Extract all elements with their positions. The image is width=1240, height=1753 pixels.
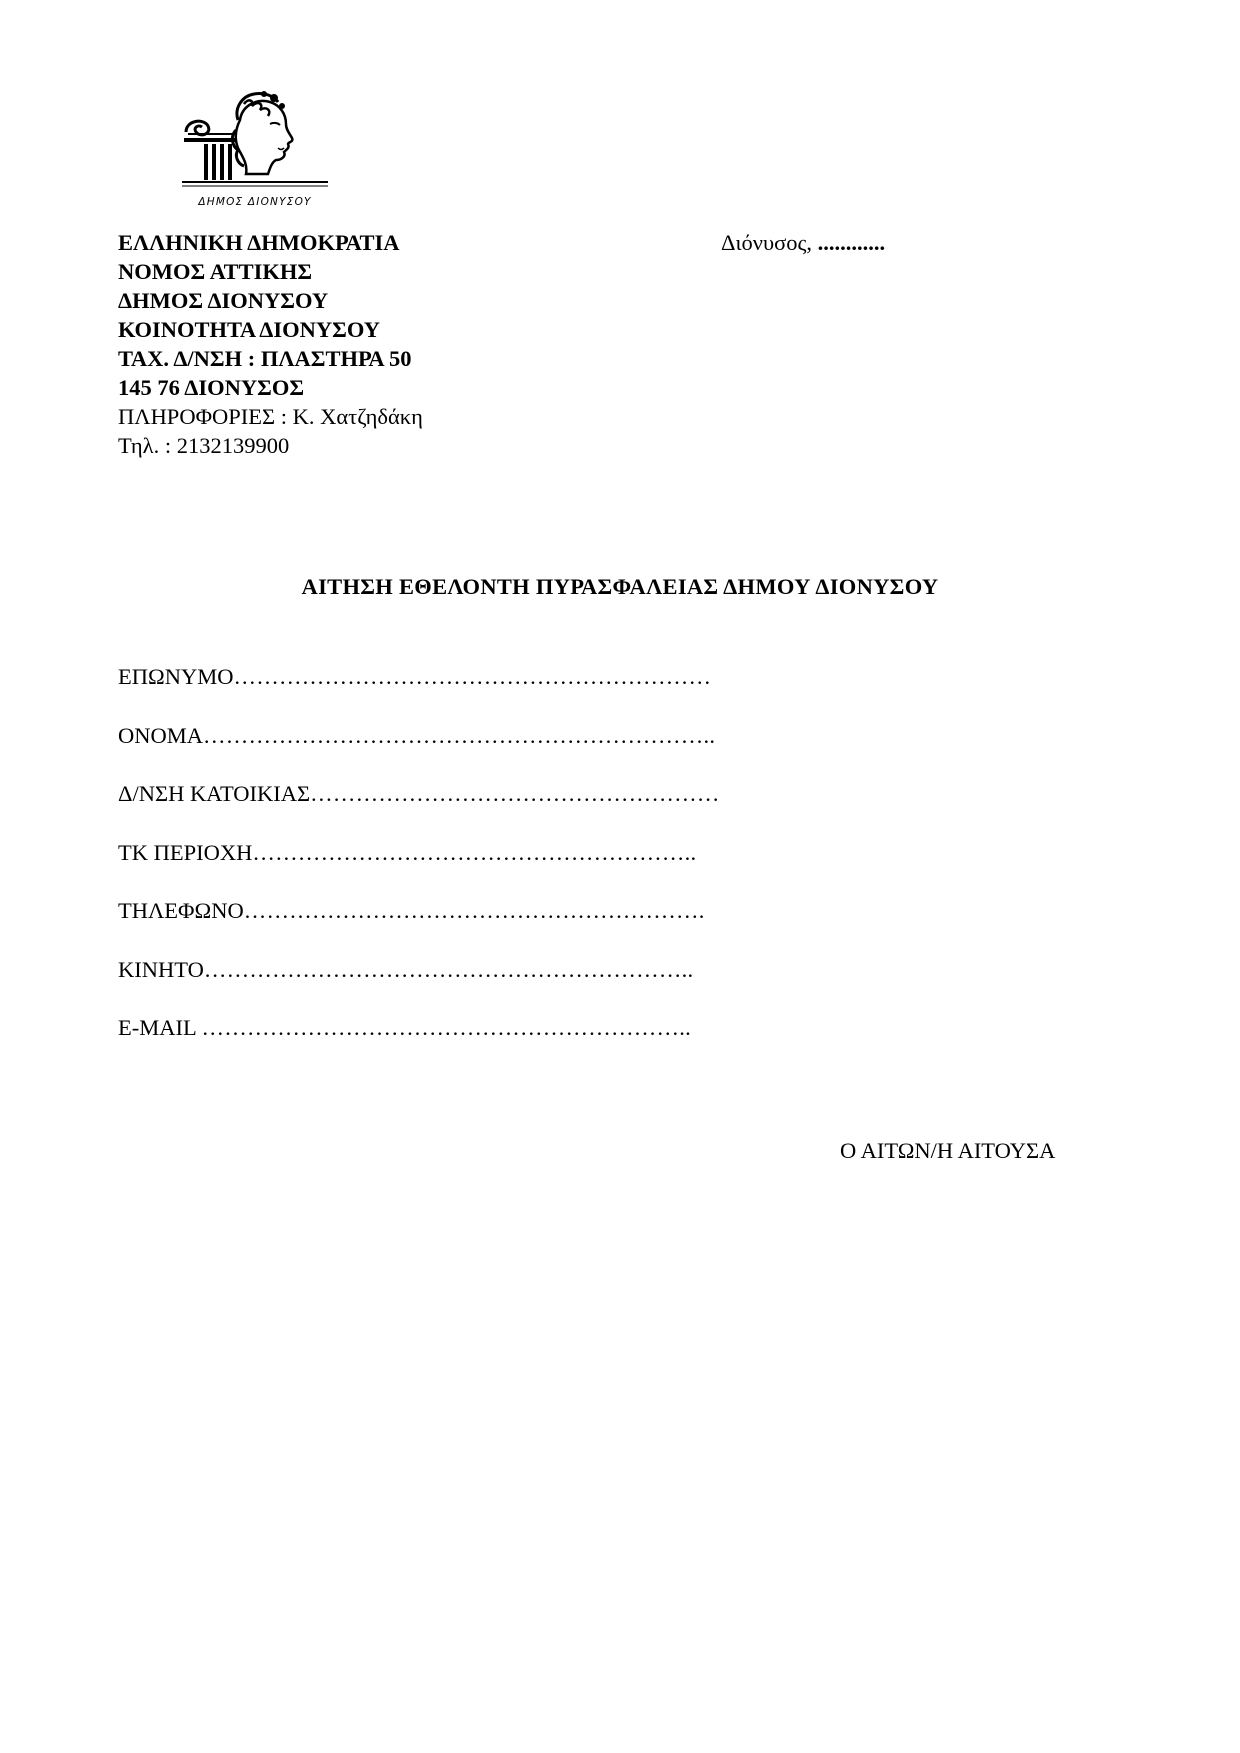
fill-in-dots[interactable]: …………………………………………………..	[252, 839, 697, 865]
header-line-address: ΤΑΧ. Δ/ΝΣΗ : ΠΛΑΣΤΗΡΑ 50	[118, 346, 412, 371]
field-label: Δ/ΝΣΗ ΚΑΤΟΙΚΙΑΣ	[118, 781, 311, 806]
header-line-community: ΚΟΙΝΟΤΗΤΑ ΔΙΟΝΥΣΟΥ	[118, 317, 381, 342]
field-label: ΤΗΛΕΦΩΝΟ	[118, 898, 244, 923]
field-surname[interactable]	[118, 664, 720, 723]
field-email[interactable]	[118, 1015, 720, 1074]
field-phone[interactable]	[118, 898, 720, 957]
header-line-contact: ΠΛΗΡΟΦΟΡΙΕΣ : Κ. Χατζηδάκη	[118, 404, 423, 429]
dionysus-head-icon	[182, 90, 328, 194]
fill-in-dots[interactable]: …………………………………………………………..	[203, 722, 716, 748]
header-line-postcode: 145 76 ΔΙΟΝΥΣΟΣ	[118, 375, 305, 400]
field-label: ΟΝΟΜΑ	[118, 722, 204, 748]
logo-caption: ΔΗΜΟΣ ΔΙΟΝΥΣΟΥ	[198, 196, 312, 208]
application-form	[118, 664, 720, 1074]
date-place: Διόνυσος,	[721, 230, 818, 255]
field-label: E-MAIL	[118, 1015, 202, 1040]
municipality-logo	[182, 90, 328, 220]
header-line-country: ΕΛΛΗΝΙΚΗ ΔΗΜΟΚΡΑΤΙΑ	[118, 230, 400, 255]
fill-in-dots[interactable]: ………………………………………………………	[233, 664, 712, 689]
fill-in-dots[interactable]: …………………………………………………….	[243, 898, 705, 923]
field-name[interactable]	[118, 723, 720, 782]
sender-block	[118, 228, 423, 460]
field-address[interactable]	[118, 781, 720, 840]
field-postcode-area[interactable]	[118, 840, 720, 899]
field-label: ΚΙΝΗΤΟ	[118, 956, 204, 982]
header-line-municipality: ΔΗΜΟΣ ΔΙΟΝΥΣΟΥ	[118, 288, 329, 313]
header-line-prefecture: ΝΟΜΟΣ ΑΤΤΙΚΗΣ	[118, 259, 313, 284]
document-title: ΑΙΤΗΣΗ ΕΘΕΛΟΝΤΗ ΠΥΡΑΣΦΑΛΕΙΑΣ ΔΗΜΟΥ ΔΙΟΝΥΣΟΥ	[301, 574, 939, 599]
fill-in-dots[interactable]: ………………………………………………	[310, 781, 720, 806]
date-line	[721, 228, 885, 257]
applicant-signature-label: Ο ΑΙΤΩΝ/Η ΑΙΤΟΥΣΑ	[840, 1138, 1056, 1163]
fill-in-dots[interactable]: ………………………………………………………..	[201, 1015, 692, 1040]
date-placeholder[interactable]: ............	[817, 230, 886, 255]
field-label: ΤΚ ΠΕΡΙΟΧΗ	[118, 839, 253, 865]
field-label: ΕΠΩΝΥΜΟ	[118, 664, 234, 689]
field-mobile[interactable]	[118, 957, 720, 1016]
fill-in-dots[interactable]: ………………………………………………………..	[203, 956, 694, 982]
header-line-phone: Τηλ. : 2132139900	[118, 433, 290, 458]
